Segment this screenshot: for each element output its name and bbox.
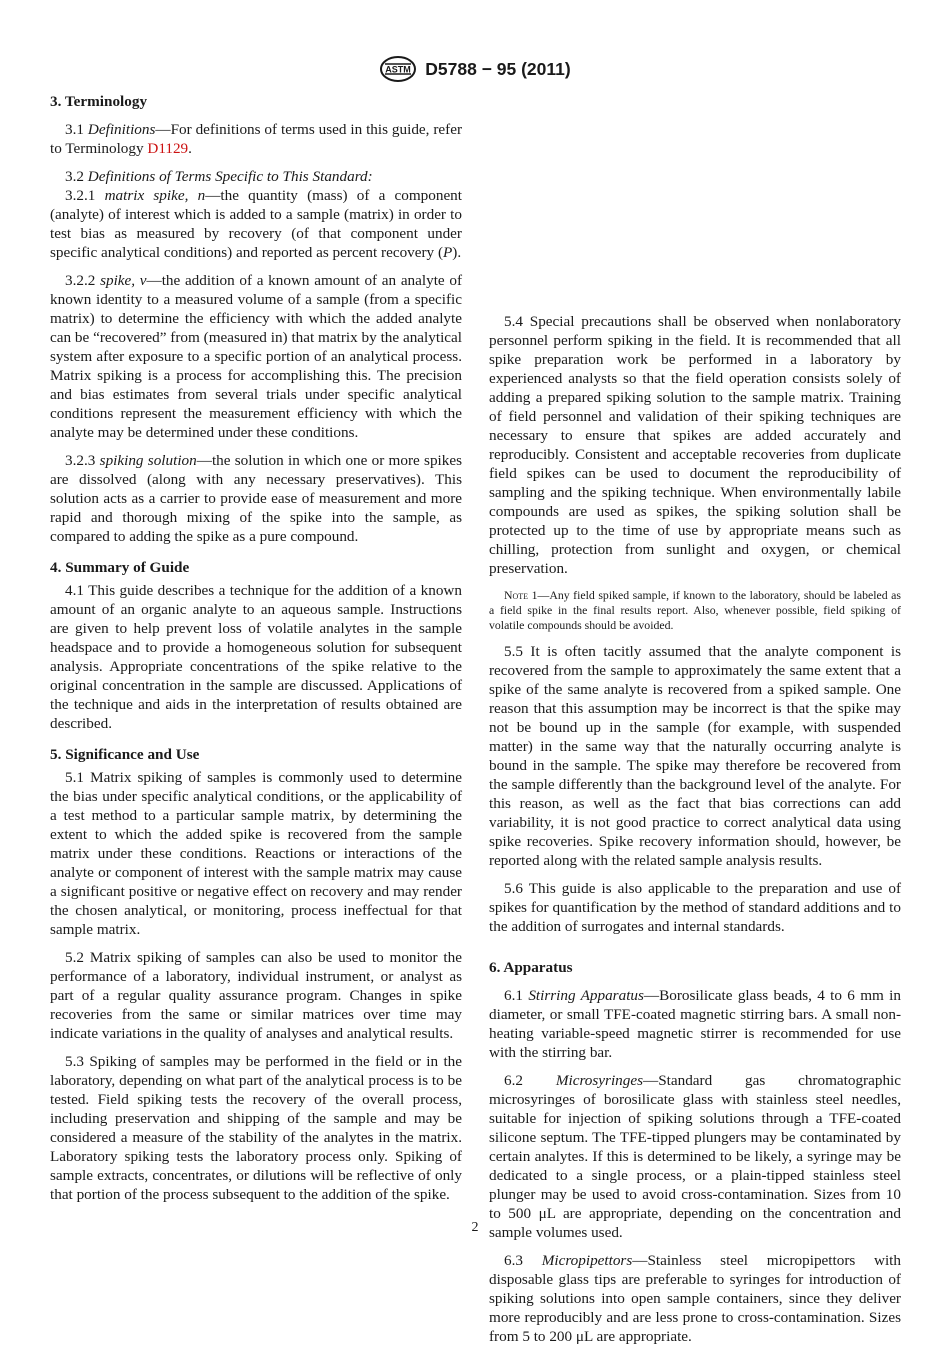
section-3-heading: 3. Terminology — [50, 93, 148, 110]
section-6-heading: 6. Apparatus — [489, 959, 573, 976]
paragraph-4-1: 4.1 This guide describes a technique for the addition of a known amount of an organic analyte to an aqueous sample. Instructions are given to help prevent loss of volatile analytes in the sample headspace and to provide a homogeneous solution for subsequent analysis. Appropriate concentrations of the spike relative to the original concentration in the sample are discussed. Applications of the technique and aids in the interpretation of results obtained are described. — [50, 582, 462, 732]
section-4-heading: 4. Summary of Guide — [50, 559, 190, 576]
note-1: Note 1—Any field spiked sample, if known to the laboratory, should be labeled as a field spike in the final results report. Also, whenever possible, field spiking of volatile compounds should be avoided. — [489, 588, 901, 632]
paragraph-5-6: 5.6 This guide is also applicable to the preparation and use of spikes for quantification by the method of standard additions and to the addition of surrogates and internal standards. — [489, 880, 901, 935]
paragraph-3-2: 3.2 Definitions of Terms Specific to This Standard: — [65, 168, 373, 185]
paragraph-3-2-3: 3.2.3 spiking solution—the solution in which one or more spikes are dissolved (along with any necessary preservatives). This solution acts as a carrier to provide ease of measurement and more rapid and thorough mixing of the spike into the sample, as compared to adding the spike as a pure compound. — [50, 452, 463, 545]
paragraph-6-1: 6.1 Stirring Apparatus—Borosilicate glass beads, 4 to 6 mm in diameter, or small TFE-coated magnetic stirring bars. A small non-heating variable-speed magnetic stirrer is recommended for use with the stirring bar. — [489, 987, 901, 1061]
d1129-link[interactable]: D1129 — [147, 140, 189, 157]
paragraph-3-2-2: 3.2.2 spike, v—the addition of a known amount of an analyte of known identity to a measured volume of a sample (from a specific matrix) to determine the efficiency with which the added analyte can be “recovered” from (measured in) that matrix by the analytical system after exposure to a specific portion of an analytical process. Matrix spiking is a process for accomplishing this. The precision and bias estimates from several trials under specific analytical conditions represent the measurement efficiency with which the analyte may be determined under these conditions. — [50, 272, 463, 441]
section-5-heading: 5. Significance and Use — [50, 746, 200, 763]
svg-text:ASTM: ASTM — [385, 64, 412, 75]
right-column — [489, 92, 901, 1346]
paragraph-5-3: 5.3 Spiking of samples may be performed in the field or in the laboratory, depending on what part of the analytical process is to be tested. Field spiking tests the recovery of the overall process, including preservation and shipping of the sample and may be considered a measure of the stability of the analytes in the matrix. Laboratory spiking tests the laboratory process only. Spiking of sample extracts, concentrates, or dilutions will be reflective of only that portion of the process subsequent to the addition of the spike. — [50, 1053, 462, 1203]
document-designation: D5788 − 95 (2011) — [425, 58, 571, 79]
page-number: 2 — [471, 1220, 479, 1235]
page-header — [0, 55, 950, 85]
paragraph-5-4: 5.4 Special precautions shall be observed when nonlaboratory personnel perform spiking in the field. It is recommended that all spike preparation work be performed in a laboratory by experienced analysts so that the field operation consists solely of adding a prepared spiking solution to the sample matrix. Training of field personnel and validation of their spiking techniques are necessary to ensure that spikes are added accurately and reproducibly. Consistent and acceptable recoveries from duplicate field spikes can be used to document the reproducibility of sampling and the spiking technique. When environmentally labile compounds are used as spikes, the spiking solution shall be protected up to the time of use by appropriate means such as chilling, protection from sunlight and oxygen, or chemical preservation. — [489, 313, 901, 577]
paragraph-6-3: 6.3 Micropipettors—Stainless steel micropipettors with disposable glass tips are preferable to syringes for introduction of spiking solutions into open sample containers, since they deliver more reproducibly and are less prone to cross-contamination. Sizes from 5 to 200 μL are appropriate. — [489, 1252, 901, 1345]
paragraph-3-1: 3.1 Definitions—For definitions of terms used in this guide, refer to Terminology D1129. — [50, 121, 463, 157]
paragraph-5-2: 5.2 Matrix spiking of samples can also be used to monitor the performance of a laboratory, individual instrument, or analyst as part of a regular quality assurance program. Changes in spike recoveries from the same or similar matrices over time may indicate variations in the quality of analyses and analytical results. — [50, 949, 462, 1042]
paragraph-5-1: 5.1 Matrix spiking of samples is commonly used to determine the bias under specific analytical conditions, or the applicability of a test method to a particular sample matrix, by determining the extent to which the added spike is recovered from the sample matrix under these conditions. Reactions or interactions of the analyte or component of interest with the sample matrix may cause a significant positive or negative effect on recovery and may render the chosen analytical, or monitoring, process ineffectual for that sample matrix. — [50, 769, 462, 938]
left-column — [50, 92, 462, 1204]
paragraph-6-2: 6.2 Microsyringes—Standard gas chromatographic microsyringes of borosilicate glass with stainless steel needles, suitable for injection of spiking solutions through a TFE-coated silicone septum. The TFE-tipped plungers may be contaminated by certain analytes. If this is determined to be likely, a syringe may be dedicated to a single process, or a plain-tipped stainless steel plunger may be used to avoid cross-contamination. Sizes from 10 to 500 μL are appropriate, depending on the concentration and sample volumes used. — [489, 1072, 901, 1241]
astm-logo-icon — [379, 55, 417, 83]
paragraph-5-5: 5.5 It is often tacitly assumed that the analyte component is recovered from the sample to approximately the same extent that a spike of the same analyte is recovered from a spiked sample. One reason that this assumption may be incorrect is that the spike may not be bound up in the sample (for example, with suspended matter) in the same way that the naturally occurring analyte is bound in the sample. The spike may therefore be recovered from the sample differently than the background level of the analyte. For this reason, as well as the fact that bias corrections can add variability, it is not good practice to correct analytical data using spike recoveries. Spike recovery information should, however, be reported along with the related sample analysis results. — [489, 643, 901, 869]
paragraph-3-2-1: 3.2.1 matrix spike, n—the quantity (mass) of a component (analyte) of interest which is added to a sample (matrix) in order to test bias as measured by recovery (of that component under specific analytical conditions) and reported as percent recovery (P). — [50, 187, 462, 261]
